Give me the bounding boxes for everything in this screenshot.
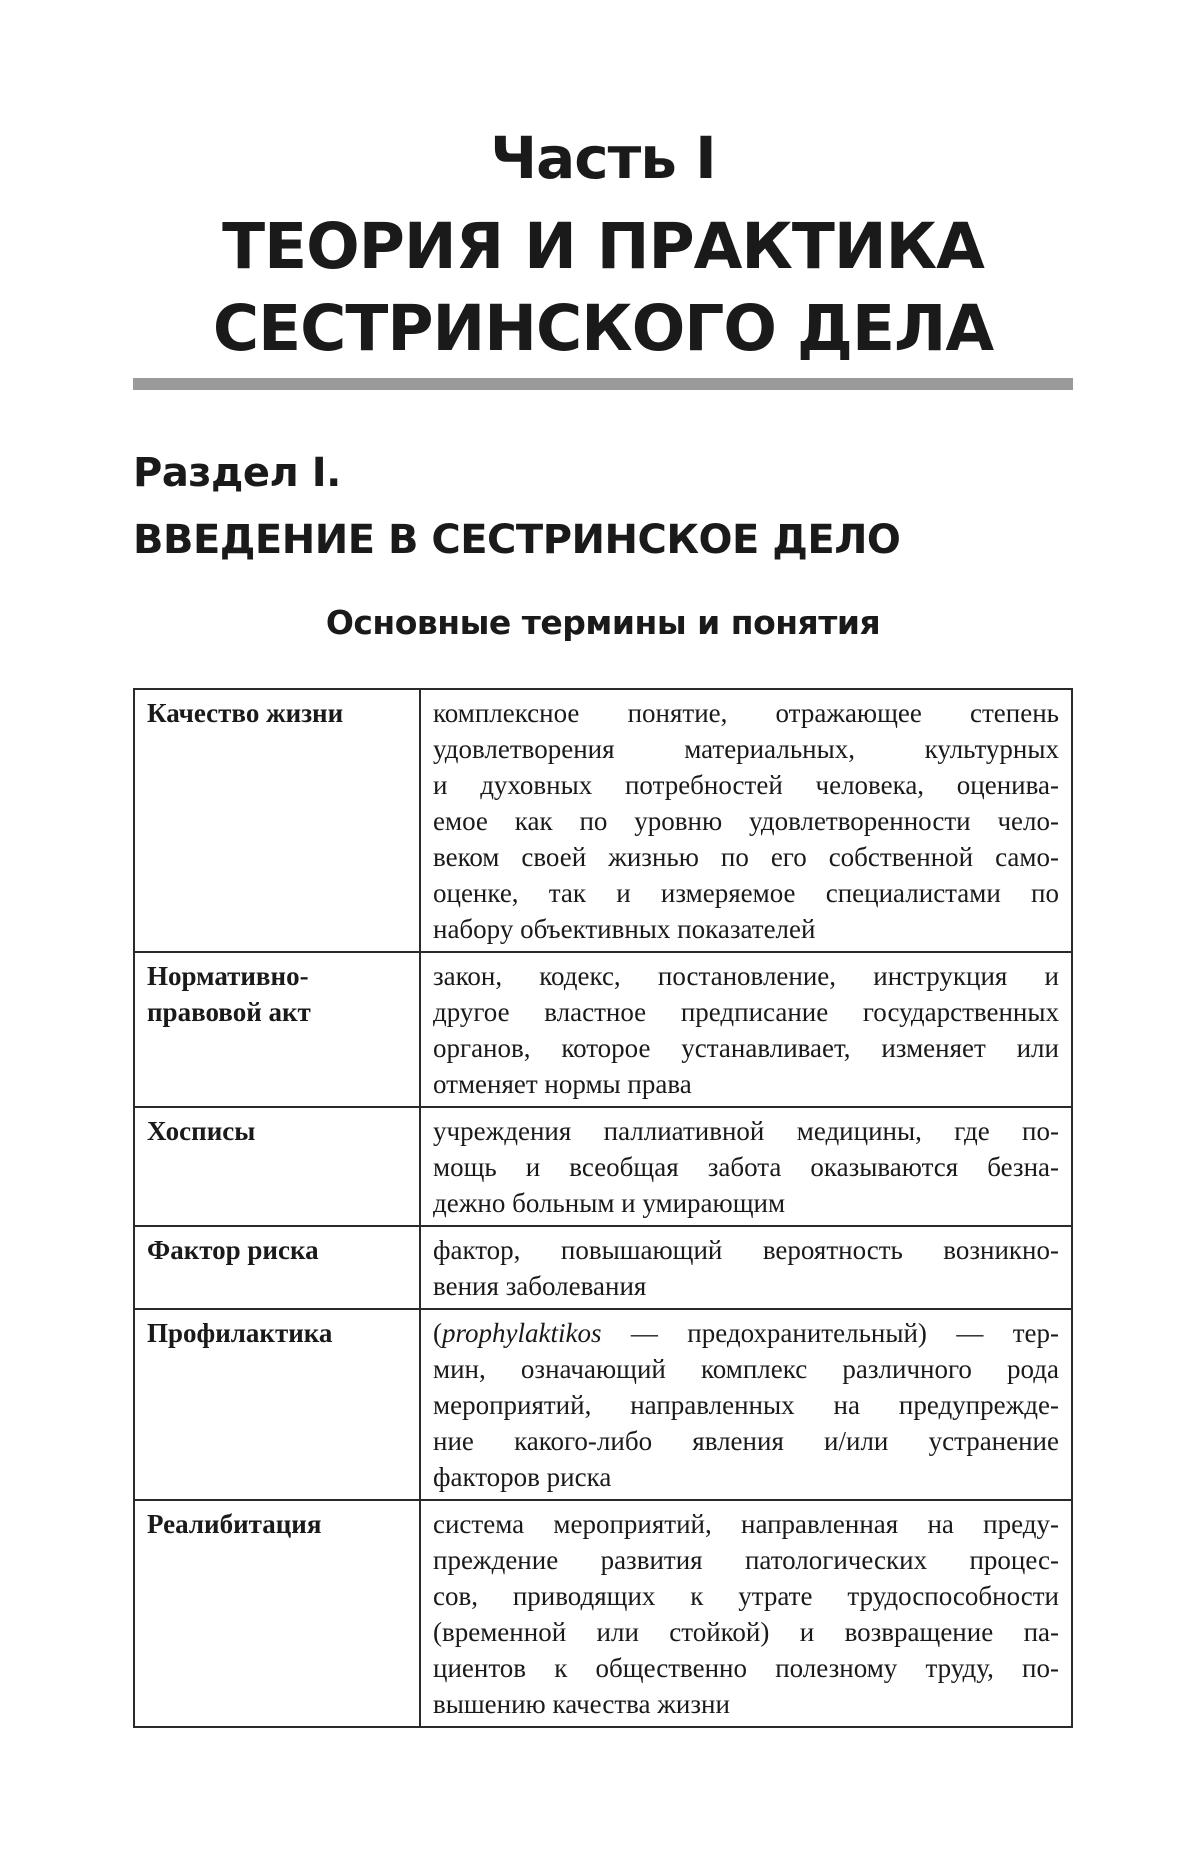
definition-line	[433, 1315, 1059, 1351]
definition-line: органов, которое устанавливает, изменяет или	[433, 1033, 1059, 1063]
definition-line: удовлетворения материальных, культурных	[433, 734, 1059, 764]
section-label: Раздел I.	[133, 450, 341, 496]
term-label: Реалибитация	[147, 1509, 322, 1539]
section-heading	[133, 440, 1073, 574]
definition-line-rest: — предохранительный) — тер-	[601, 1318, 1059, 1348]
table-row	[134, 1309, 1072, 1500]
term-cell	[134, 1107, 420, 1226]
definition-line: сов, приводящих к утрате трудоспособности	[433, 1581, 1059, 1611]
definition-line: факторов риска	[433, 1462, 612, 1492]
definition-line: (временной или стойкой) и возвращение па-	[433, 1617, 1059, 1647]
definition-line: фактор, повышающий вероятность возникно-	[433, 1235, 1059, 1265]
definition-line: веком своей жизнью по его собственной само-	[433, 842, 1059, 872]
definition-line: вышению качества жизни	[433, 1689, 730, 1719]
definition-line: другое властное предписание государственных	[433, 997, 1059, 1027]
terms-table	[133, 688, 1073, 1728]
term-cell	[134, 1226, 420, 1309]
heading-divider	[133, 378, 1073, 390]
term-cell	[134, 1500, 420, 1727]
part-title-line-2: СЕСТРИНСКОГО ДЕЛА	[212, 292, 994, 365]
term-label: Качество жизни	[147, 698, 344, 728]
definition-line: комплексное понятие, отражающее степень	[433, 698, 1059, 728]
part-title-line-1: ТЕОРИЯ И ПРАКТИКА	[222, 210, 984, 283]
definition-cell	[420, 1226, 1072, 1309]
part-label: Часть I	[490, 124, 716, 192]
term-label: Хосписы	[147, 1116, 256, 1146]
definition-line: отменяет нормы права	[433, 1069, 692, 1099]
terms-heading: Основные термины и понятия	[325, 603, 881, 642]
part-heading	[133, 118, 1073, 370]
definition-line: ние какого-либо явления и/или устранение	[433, 1426, 1059, 1456]
definition-line: мин, означающий комплекс различного рода	[433, 1354, 1059, 1384]
definition-line: циентов к общественно полезному труду, по-	[433, 1653, 1059, 1683]
definition-cell	[420, 1500, 1072, 1727]
paren-open: (	[433, 1318, 442, 1348]
part-title	[133, 206, 1073, 370]
definition-cell	[420, 689, 1072, 952]
definition-line: учреждения паллиативной медицины, где по-	[433, 1116, 1059, 1146]
term-label: Фактор риска	[147, 1235, 319, 1265]
definition-line: оценке, так и измеряемое специалистами по	[433, 878, 1059, 908]
term-cell	[134, 689, 420, 952]
term-label: Профилактика	[147, 1318, 333, 1348]
definition-line: закон, кодекс, постановление, инструкция и	[433, 961, 1059, 991]
definition-cell	[420, 1309, 1072, 1500]
definition-cell	[420, 1107, 1072, 1226]
definition-line: мероприятий, направленных на предупрежде-	[433, 1390, 1059, 1420]
table-row	[134, 1500, 1072, 1727]
definition-line: система мероприятий, направленная на преду-	[433, 1509, 1059, 1539]
table-row	[134, 952, 1072, 1107]
latin-term: prophylaktikos	[442, 1318, 602, 1348]
definition-line: вения заболевания	[433, 1271, 647, 1301]
term-cell	[134, 952, 420, 1107]
term-label: Нормативно-	[147, 961, 309, 991]
definition-line: и духовных потребностей человека, оценива-	[433, 770, 1059, 800]
section-title: ВВЕДЕНИЕ В СЕСТРИНСКОЕ ДЕЛО	[133, 517, 901, 563]
term-label: правовой акт	[147, 997, 311, 1027]
table-row	[134, 1107, 1072, 1226]
definition-line: набору объективных показателей	[433, 914, 816, 944]
definition-line: дежно больным и умирающим	[433, 1188, 786, 1218]
table-row	[134, 689, 1072, 952]
definition-line: мощь и всеобщая забота оказываются безна-	[433, 1152, 1059, 1182]
definition-cell	[420, 952, 1072, 1107]
term-cell	[134, 1309, 420, 1500]
definition-line: преждение развития патологических процес-	[433, 1545, 1059, 1575]
table-row	[134, 1226, 1072, 1309]
definition-line: емое как по уровню удовлетворенности чело-	[433, 806, 1059, 836]
